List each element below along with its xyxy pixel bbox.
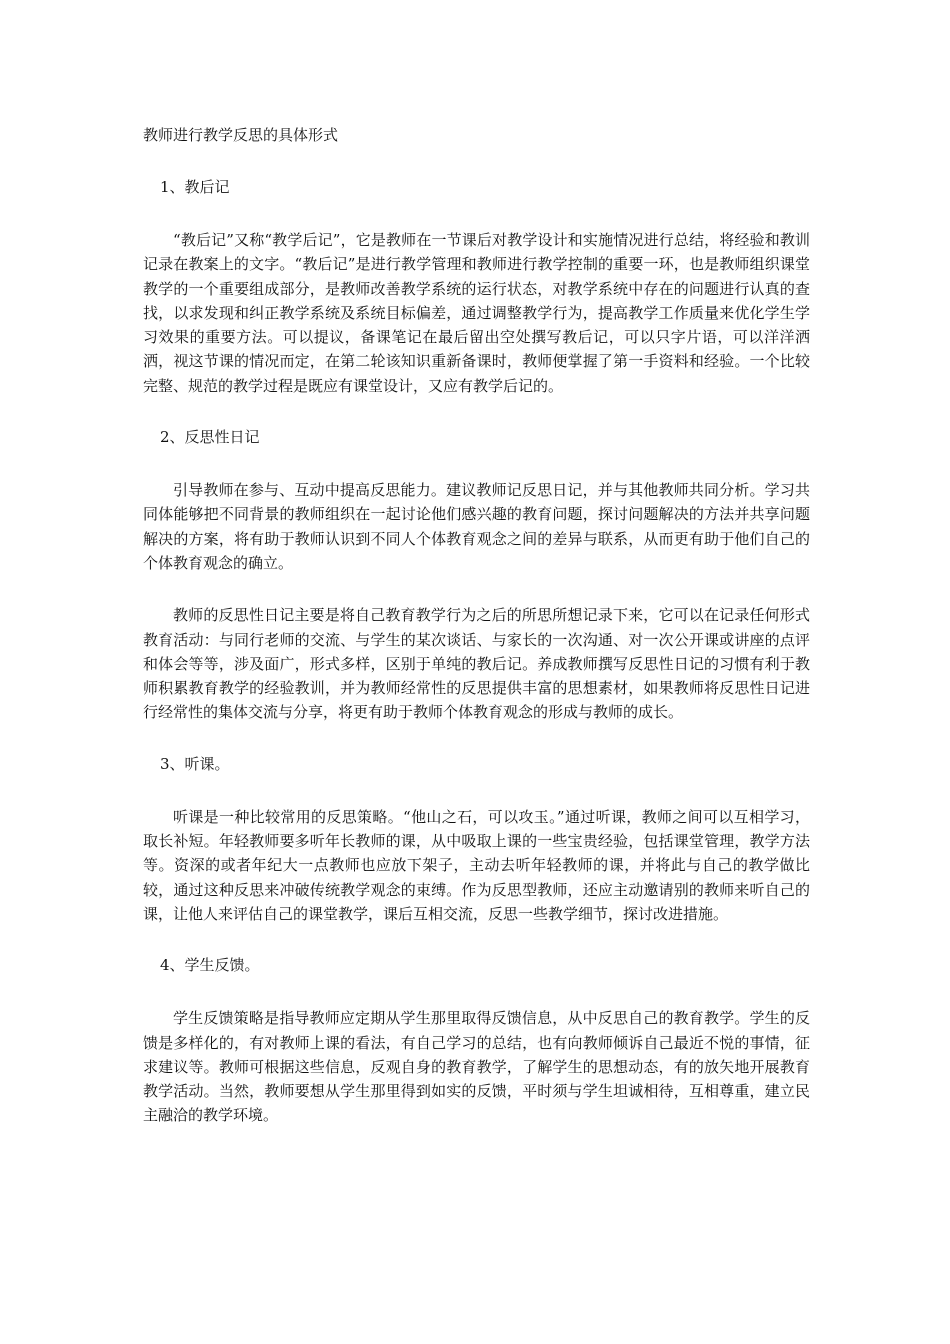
section-heading-3: 3、听课。 [160, 754, 230, 773]
document-title: 教师进行教学反思的具体形式 [143, 126, 339, 144]
section-2-paragraph-1: 引导教师在参与、互动中提高反思能力。建议教师记反思日记，并与其他教师共同分析。学习共同体能够把不同背景的教师组织在一起讨论他们感兴趣的教育问题，探讨问题解决的方法并共享问题解决的方案，将有助于教师认识到不同人个体教育观念之间的差异与联系，从而更有助于他们自己的个体教育观念的确立。 [143, 481, 810, 572]
section-3-paragraph-1: 听课是一种比较常用的反思策略。“他山之石，可以攻玉。”通过听课，教师之间可以互相学习，取长补短。年轻教师要多听年长教师的课，从中吸取上课的一些宝贵经验，包括课堂管理，教学方法等。资深的或者年纪大一点教师也应放下架子，主动去听年轻教师的课，并将此与自己的教学做比较，通过这种反思来冲破传统教学观念的束缚。作为反思型教师，还应主动邀请别的教师来听自己的课，让他人来评估自己的课堂教学，课后互相交流，反思一些教学细节，探讨改进措施。 [143, 807, 810, 923]
section-1-paragraph-1: “教后记”又称“教学后记”，它是教师在一节课后对教学设计和实施情况进行总结，将经验和教训记录在教案上的文字。“教后记”是进行教学管理和教师进行教学控制的重要一环，也是教师组织课堂教学的一个重要组成部分，是教师改善教学系统的运行状态，对教学系统中存在的问题进行认真的查找，以求发现和纠正教学系统及系统目标偏差，通过调整教学行为，提高教学工作质量来优化学生学习效果的重要方法。可以提议，备课笔记在最后留出空处撰写教后记，可以只字片语，可以洋洋洒洒，视这节课的情况而定，在第二轮该知识重新备课时，教师便掌握了第一手资料和经验。一个比较完整、规范的教学过程是既应有课堂设计，又应有教学后记的。 [143, 231, 810, 395]
section-heading-1: 1、教后记 [160, 178, 230, 196]
section-2-paragraph-2: 教师的反思性日记主要是将自己教育教学行为之后的所思所想记录下来，它可以在记录任何形式教育活动：与同行老师的交流、与学生的某次谈话、与家长的一次沟通、对一次公开课或讲座的点评和体会等等，涉及面广，形式多样，区别于单纯的教后记。养成教师撰写反思性日记的习惯有利于教师积累教育教学的经验教训，并为教师经常性的反思提供丰富的思想素材，如果教师将反思性日记进行经常性的集体交流与分享，将更有助于教师个体教育观念的形成与教师的成长。 [143, 606, 810, 722]
section-4-paragraph-1: 学生反馈策略是指导教师应定期从学生那里取得反馈信息，从中反思自己的教育教学。学生的反馈是多样化的，有对教师上课的看法，有自己学习的总结，也有向教师倾诉自己最近不悦的事情，征求建议等。教师可根据这些信息，反观自身的教育教学，了解学生的思想动态，有的放矢地开展教育教学活动。当然，教师要想从学生那里得到如实的反馈，平时须与学生坦诚相待，互相尊重，建立民主融洽的教学环境。 [143, 1009, 810, 1125]
section-heading-4: 4、学生反馈。 [160, 956, 260, 975]
section-heading-2: 2、反思性日记 [160, 428, 260, 447]
document-page [143, 124, 810, 1128]
